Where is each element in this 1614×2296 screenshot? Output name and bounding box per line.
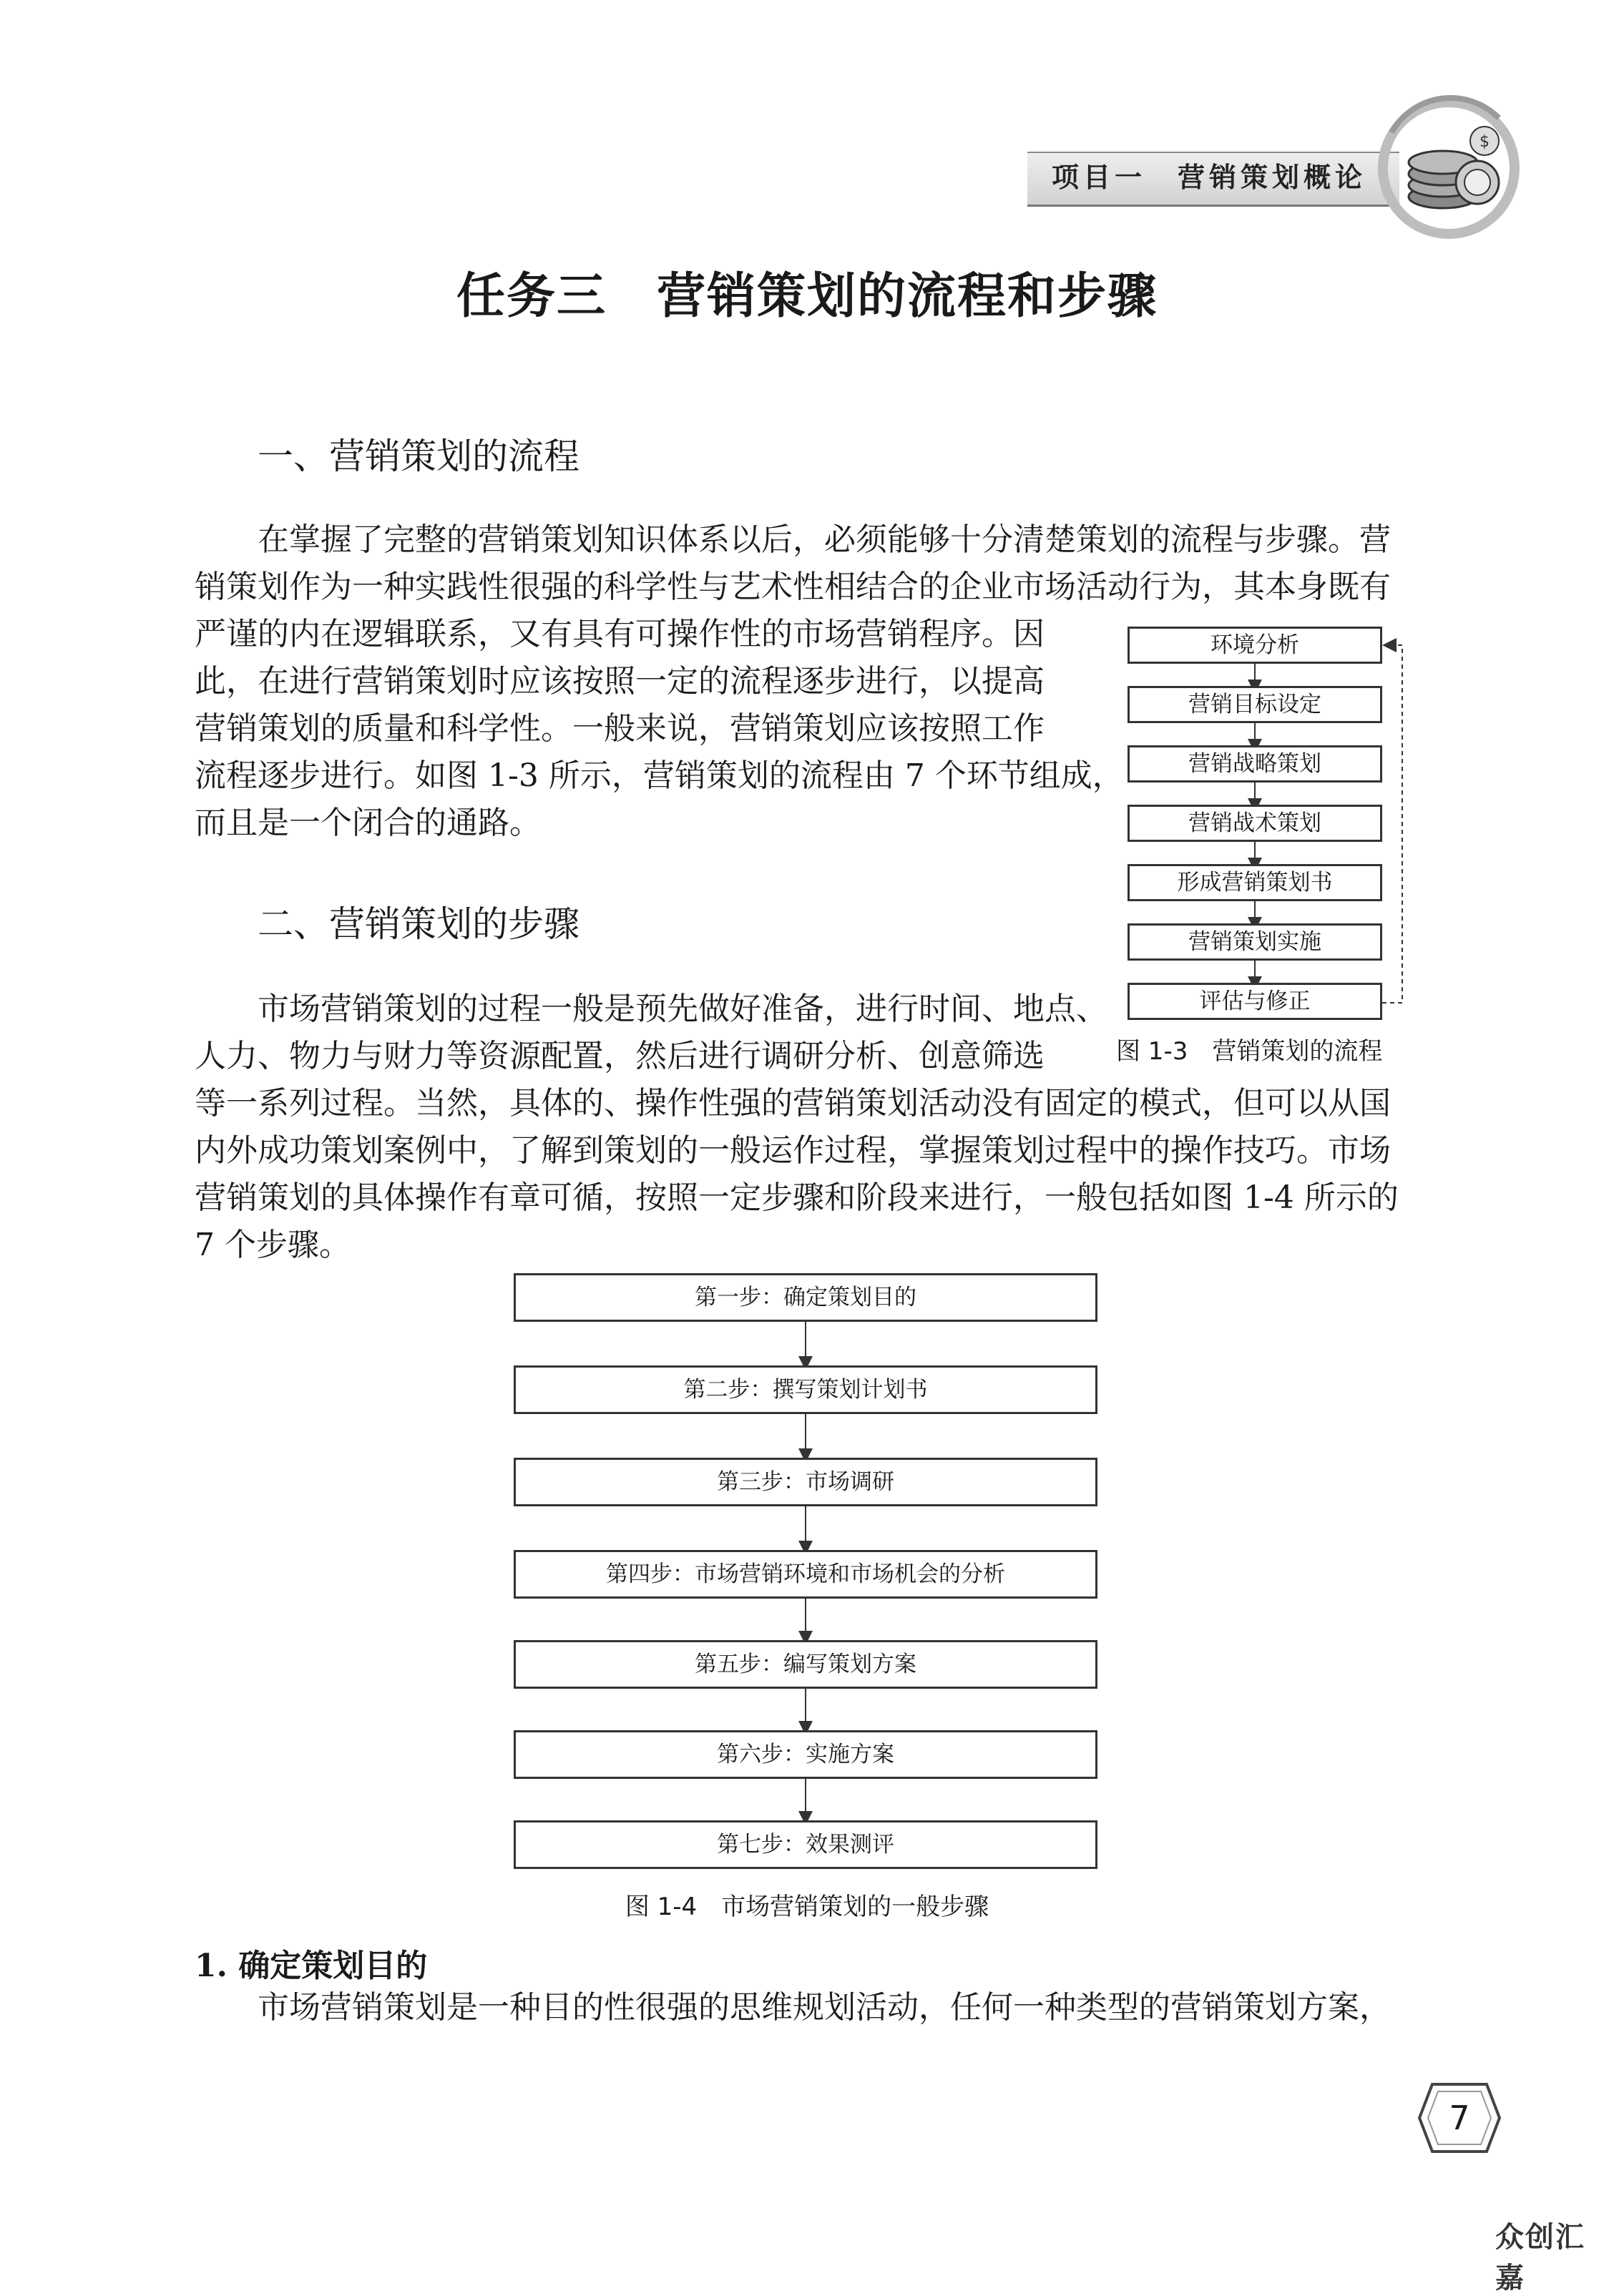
paragraph-line: 而且是一个闭合的通路。: [195, 805, 541, 841]
section-1-title: 一、营销策划的流程: [258, 436, 579, 477]
paragraph-line: 在掌握了完整的营销策划知识体系以后，必须能够十分清楚策划的流程与步骤。营: [195, 521, 1391, 558]
paragraph-line: 内外成功策划案例中，了解到策划的一般运作过程，掌握策划过程中的操作技巧。市场: [195, 1132, 1391, 1169]
paragraph-line: 等一系列过程。当然，具体的、操作性强的营销策划活动没有固定的模式，但可以从国: [195, 1085, 1391, 1122]
paragraph-line: 营销策划的具体操作有章可循，按照一定步骤和阶段来进行，一般包括如图 1-4 所示的: [195, 1179, 1399, 1216]
feedback-loop-arrow: [1382, 645, 1402, 1003]
step-box: 第六步：实施方案: [514, 1730, 1097, 1779]
section-2-title: 二、营销策划的步骤: [258, 903, 579, 945]
running-header-title: 项目一 营销策划概论: [1052, 162, 1367, 193]
svg-text:$: $: [1480, 133, 1490, 151]
paragraph-line: 人力、物力与财力等资源配置，然后进行调研分析、创意筛选: [195, 1038, 1045, 1074]
step-box: 第三步：市场调研: [514, 1458, 1097, 1506]
paragraph-line: 销策划作为一种实践性很强的科学性与艺术性相结合的企业市场活动行为，其本身既有: [195, 569, 1391, 605]
flow-box: 营销战略策划: [1128, 745, 1382, 782]
step-box: 第二步：撰写策划计划书: [514, 1365, 1097, 1414]
step-box: 第一步：确定策划目的: [514, 1273, 1097, 1322]
paragraph-line: 7 个步骤。: [195, 1227, 351, 1263]
paragraph-line: 严谨的内在逻辑联系，又有具有可操作性的市场营销程序。因: [195, 616, 1045, 652]
paragraph-line: 流程逐步进行。如图 1-3 所示，营销策划的流程由 7 个环节组成，: [195, 757, 1124, 794]
figure-1-3-caption: 图 1-3 营销策划的流程: [1116, 1037, 1383, 1066]
flow-box: 形成营销策划书: [1128, 864, 1382, 901]
subsection-1-title: 1. 确定策划目的: [195, 1948, 428, 1984]
flow-box: 营销策划实施: [1128, 923, 1382, 961]
step-box: 第五步：编写策划方案: [514, 1640, 1097, 1689]
flow-box: 评估与修正: [1128, 983, 1382, 1020]
flow-box: 营销战术策划: [1128, 805, 1382, 842]
paragraph-line: 营销策划的质量和科学性。一般来说，营销策划应该按照工作: [195, 710, 1045, 747]
watermark: 众创汇嘉: [1495, 2221, 1585, 2295]
page-number: 7: [1449, 2099, 1470, 2137]
figure-1-4-steps: [512, 1273, 1099, 1888]
paragraph-line: 市场营销策划的过程一般是预先做好准备，进行时间、地点、: [195, 991, 1107, 1027]
coin-stack-logo-icon: [1363, 89, 1520, 247]
task-title: 任务三 营销策划的流程和步骤: [456, 268, 1158, 325]
paragraph-line: 此，在进行营销策划时应该按照一定的流程逐步进行，以提高: [195, 663, 1045, 700]
flow-box: 环境分析: [1128, 627, 1382, 664]
subsection-1-text: 市场营销策划是一种目的性很强的思维规划活动，任何一种类型的营销策划方案，: [258, 1989, 1391, 2026]
flow-box: 营销目标设定: [1128, 686, 1382, 723]
section-2-paragraph: [195, 986, 1425, 1269]
step-box: 第四步：市场营销环境和市场机会的分析: [514, 1550, 1097, 1599]
figure-1-4-caption: 图 1-4 市场营销策划的一般步骤: [625, 1893, 989, 1921]
step-box: 第七步：效果测评: [514, 1820, 1097, 1869]
